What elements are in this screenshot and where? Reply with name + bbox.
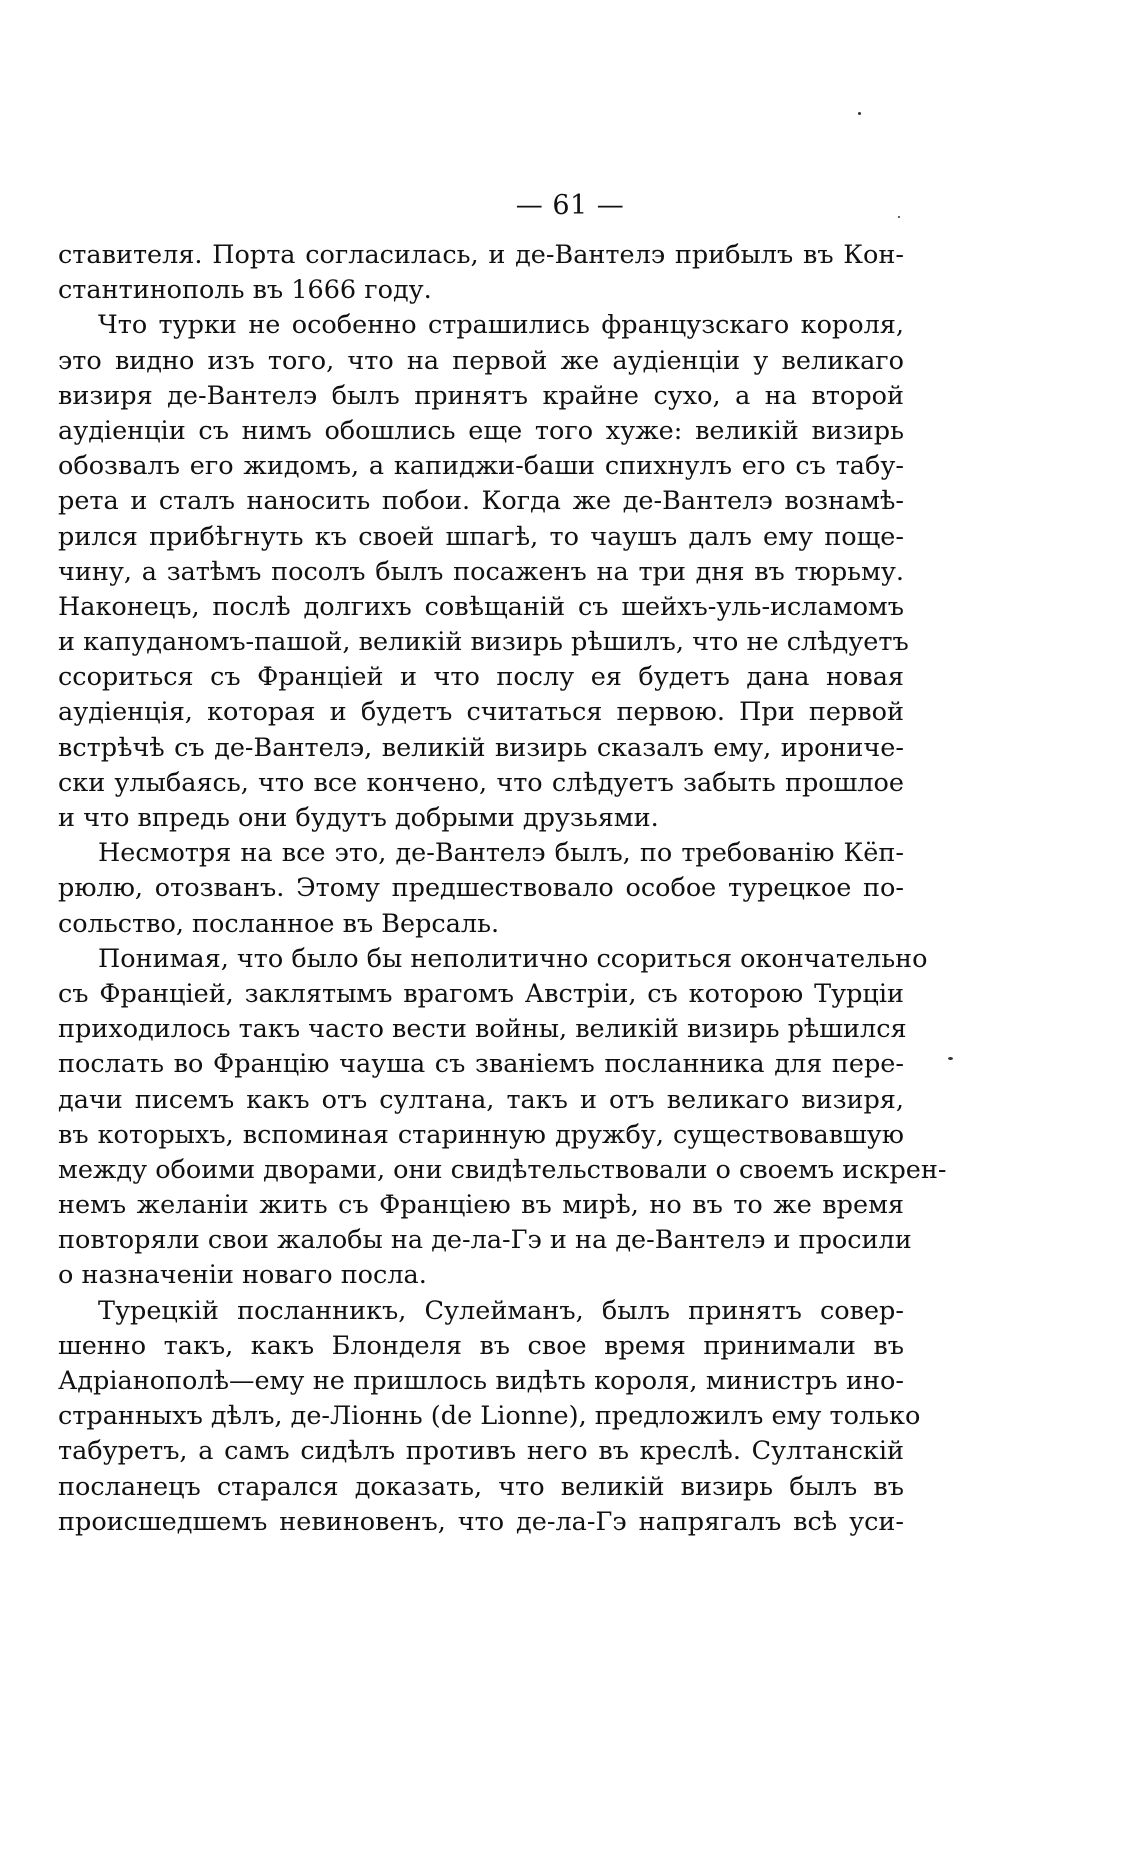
text-line: между обоими дворами, они свидѣтельствовали о своемъ искрен-: [58, 1154, 947, 1185]
text-line: въ которыхъ, вспоминая старинную дружбу, существовавшую: [58, 1119, 904, 1150]
paragraph-start-line: Понимая, что было бы неполитично ссориться окончательно: [98, 943, 928, 974]
text-line: чину, а затѣмъ посолъ былъ посаженъ на три дня въ тюрьму.: [58, 556, 904, 587]
text-line: странныхъ дѣлъ, де-Ліоннь (de Lionne), предложилъ ему только: [58, 1401, 921, 1432]
paragraph-start-line: Турецкій посланникъ, Сулейманъ, былъ принятъ совер-: [98, 1295, 904, 1326]
text-line: аудіенція, которая и будетъ считаться первою. При первой: [58, 697, 904, 728]
text-line: ски улыбаясь, что все кончено, что слѣдуетъ забыть прошлое: [58, 767, 904, 798]
text-line: съ Франціей, заклятымъ врагомъ Австріи, съ которою Турціи: [58, 978, 904, 1009]
text-line: встрѣчѣ съ де-Вантелэ, великій визирь сказалъ ему, ирониче-: [58, 732, 904, 763]
text-line: ссориться съ Франціей и что послу ея будетъ дана новая: [58, 662, 904, 693]
text-line: посланецъ старался доказать, что великій визирь былъ въ: [58, 1471, 904, 1502]
page-number: — 61 —: [515, 190, 625, 221]
text-line: аудіенціи съ нимъ обошлись еще того хуже: великій визирь: [58, 415, 904, 446]
text-line: шенно такъ, какъ Блонделя въ свое время принимали въ: [58, 1330, 904, 1361]
text-line: обозвалъ его жидомъ, а капиджи-баши спихнулъ его съ табу-: [58, 451, 904, 482]
paragraph-start-line: Несмотря на все это, де-Вантелэ былъ, по требованію Кёп-: [98, 838, 904, 869]
text-line: и капуданомъ-пашой, великій визирь рѣшилъ, что не слѣдуетъ: [58, 627, 909, 658]
text-line: и что впредь они будутъ добрыми друзьями.: [58, 803, 659, 833]
text-line: о назначеніи новаго посла.: [58, 1260, 427, 1291]
text-line: ставителя. Порта согласилась, и де-Вантелэ прибылъ въ Кон-: [58, 240, 904, 270]
text-line: сольство, посланное въ Версаль.: [58, 908, 500, 939]
text-line: табуретъ, а самъ сидѣлъ противъ него въ креслѣ. Султанскій: [58, 1436, 904, 1467]
text-line: дачи писемъ какъ отъ султана, такъ и отъ великаго визиря,: [58, 1084, 904, 1115]
text-line: немъ желаніи жить съ Франціею въ мирѣ, но въ то же время: [58, 1190, 904, 1221]
text-line: рился прибѣгнуть къ своей шпагѣ, то чаушъ далъ ему поще-: [58, 521, 904, 552]
text-line: послать во Францію чауша съ званіемъ посланника для пере-: [58, 1049, 904, 1080]
print-speck: [858, 112, 861, 115]
text-line: происшедшемъ невиновенъ, что де-ла-Гэ напрягалъ всѣ уси-: [58, 1506, 904, 1537]
text-line: Наконецъ, послѣ долгихъ совѣщаній съ шейхъ-уль-исламомъ: [58, 591, 904, 622]
text-line: стантинополь въ 1666 году.: [58, 275, 432, 306]
print-speck: [898, 216, 900, 218]
body-text: [58, 238, 947, 1540]
text-line: рюлю, отозванъ. Этому предшествовало особое турецкое по-: [58, 873, 904, 904]
text-line: приходилось такъ часто вести войны, великій визирь рѣшился: [58, 1014, 907, 1045]
text-line: это видно изъ того, что на первой же аудіенціи у великаго: [58, 345, 904, 376]
text-line: повторяли свои жалобы на де-ла-Гэ и на де-Вантелэ и просили: [58, 1225, 912, 1256]
paragraph-start-line: Что турки не особенно страшились французскаго короля,: [98, 310, 904, 341]
text-line: рета и сталъ наносить побои. Когда же де-Вантелэ вознамѣ-: [58, 486, 904, 517]
print-speck: [948, 1057, 953, 1060]
text-line: визиря де-Вантелэ былъ принятъ крайне сухо, а на второй: [58, 380, 904, 411]
text-line: Адріанополѣ—ему не пришлось видѣть короля, министръ ино-: [58, 1366, 904, 1396]
